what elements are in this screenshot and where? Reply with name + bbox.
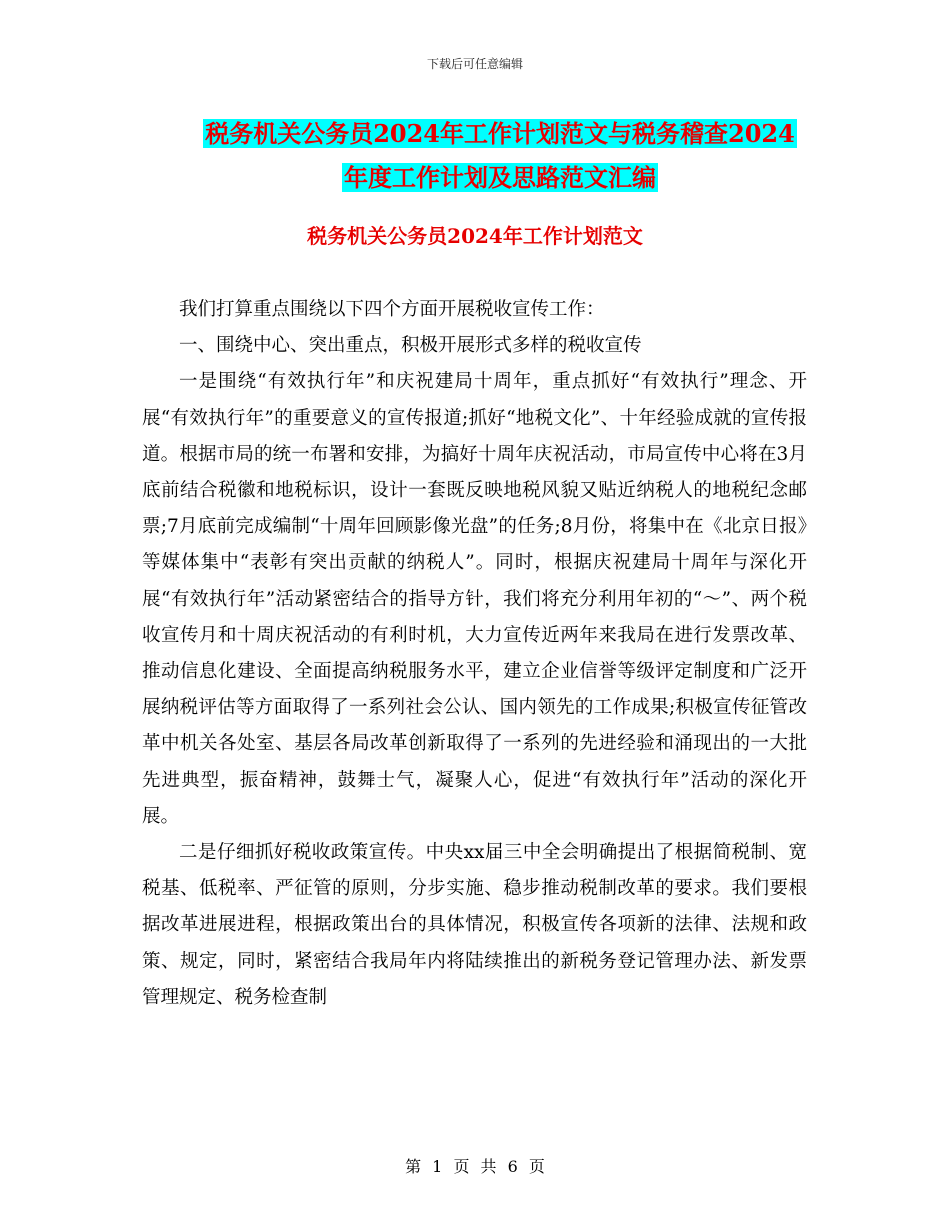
- paragraph: 一、围绕中心、突出重点，积极开展形式多样的税收宣传: [179, 335, 642, 357]
- paragraph: 一是围绕“有效执行年”和庆祝建局十周年，重点抓好“有效执行”理念、开展“有效执行年”的重要意义的宣传报道;抓好“地税文化”、十年经验成就的宣传报道。根据市局的统一布署和安排，为搞好十周年庆祝活动，市局宣传中心将在3月底前结合税徽和地税标识，设计一套既反映地税风貌又贴近纳税人的地税纪念邮票;7月底前完成编制“十周年回顾影像光盘”的任务;8月份，将集中在《北京日报》等媒体集中“表彰有突出贡献的纳税人”。同时，根据庆祝建局十周年与深化开展“有效执行年”活动紧密结合的指导方针，我们将充分利用年初的“～”、两个税收宣传月和十周庆祝活动的有利时机，大力宣传近两年来我局在进行发票改革、推动信息化建设、全面提高纳税服务水平，建立企业信誉等级评定制度和广泛开展纳税评估等方面取得了一系列社会公认、国内领先的工作成果;积极宣传征管改革中机关各处室、基层各局改革创新取得了一系列的先进经验和涌现出的一大批先进典型，振奋精神，鼓舞士气，凝聚人心，促进“有效执行年”活动的深化开展。: [142, 371, 807, 827]
- page-number-footer: 第 1 页 共 6 页: [405, 1157, 545, 1176]
- document-title-line-2: 年度工作计划及思路范文汇编: [344, 163, 656, 192]
- section-title: 税务机关公务员2024年工作计划范文: [307, 224, 643, 248]
- header-note: 下载后可任意编辑: [426, 57, 523, 71]
- document-title: [140, 112, 860, 200]
- document-title-line-1: 税务机关公务员2024年工作计划范文与税务稽查2024: [205, 119, 795, 148]
- paragraph: 二是仔细抓好税收政策宣传。中央xx届三中全会明确提出了根据简税制、宽税基、低税率、严征管的原则，分步实施、稳步推动税制改革的要求。我们要根据改革进展进程，根据政策出台的具体情况，积极宣传各项新的法律、法规和政策、规定，同时，紧密结合我局年内将陆续推出的新税务登记管理办法、新发票管理规定、税务检查制: [142, 842, 807, 1008]
- paragraph: 我们打算重点围绕以下四个方面开展税收宣传工作：: [179, 299, 605, 320]
- document-body: [142, 292, 807, 1016]
